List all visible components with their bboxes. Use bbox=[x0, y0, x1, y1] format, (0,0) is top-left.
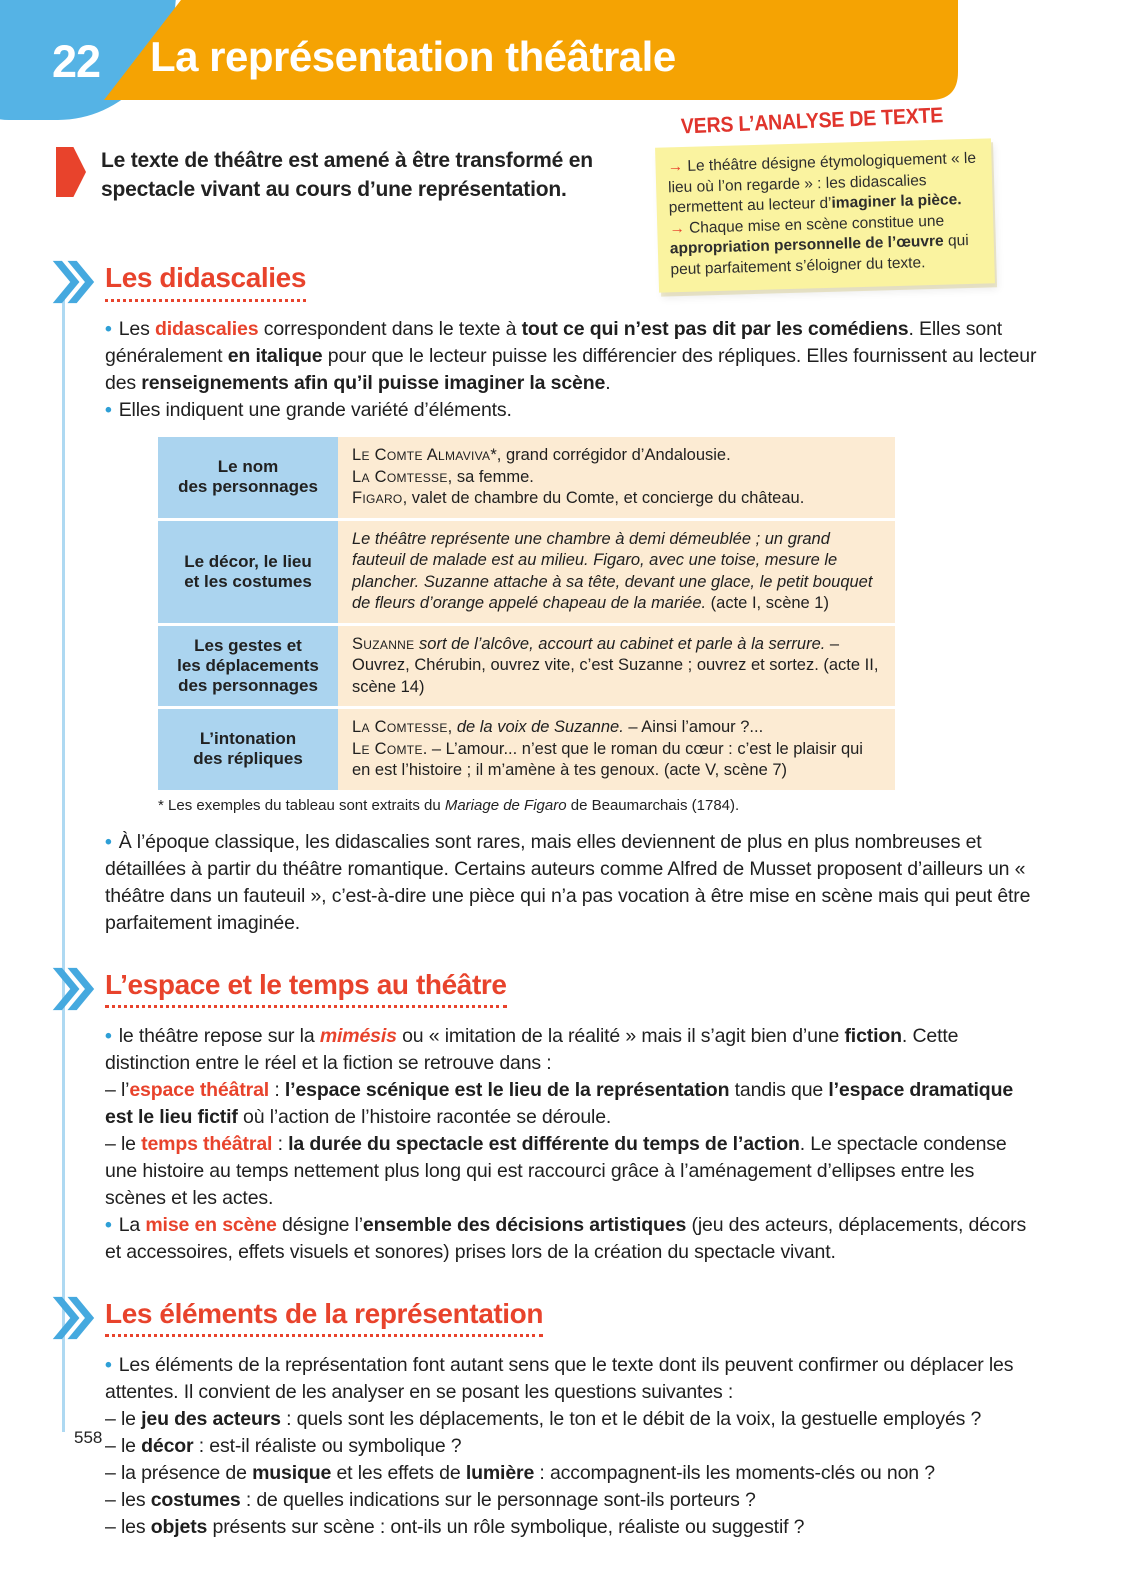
paragraph: – l’espace théâtral : l’espace scénique est le lieu de la représentation tandis que l’espace dramatique est le lieu fictif où l’action de l’histoire racontée se déroule. bbox=[105, 1078, 1014, 1128]
note-title: VERS L’ANALYSE DE TEXTE bbox=[680, 103, 944, 140]
table-row-content: Le Comte Almaviva*, grand corrégidor d’Andalousie. La Comtesse, sa femme. Figaro, valet de chambre du Comte, et concierge du château. bbox=[338, 437, 895, 518]
table-row-label: Le nom des personnages bbox=[158, 437, 338, 518]
table-footnote: * Les exemples du tableau sont extraits du Mariage de Figaro de Beaumarchais (1784). bbox=[158, 796, 740, 814]
paragraph: • Elles indiquent une grande variété d’éléments. bbox=[105, 399, 512, 421]
paragraph: – les costumes : de quelles indications sur le personnage sont-ils porteurs ? bbox=[105, 1488, 756, 1511]
note-item: → Chaque mise en scène constitue une appropriation personnelle de l’œuvre qui peut parfaitement s’éloigner du texte. bbox=[669, 212, 969, 278]
table-row-content: Le théâtre représente une chambre à demi démeublée ; un grand fauteuil de malade est au milieu. Figaro, avec une toise, mesure le plancher. Suzanne attache à sa tête, devant une glace, le petit bouquet de fleurs d’orange appelé chapeau de la mariée. (acte I, scène 1) bbox=[338, 521, 895, 623]
main-content bbox=[50, 258, 1042, 1569]
section-didascalies bbox=[50, 258, 1042, 937]
table-row-content: La Comtesse, de la voix de Suzanne. – Ainsi l’amour ?... Le Comte. – L’amour... n’est que le roman du cœur : c’est le plaisir qui en est l’histoire ; il m’amène à tes genoux. (acte V, scène 7) bbox=[338, 709, 895, 790]
section-title: Les éléments de la représentation bbox=[105, 1298, 543, 1337]
paragraph: • Les didascalies correspondent dans le texte à tout ce qui n’est pas dit par les comédiens. Elles sont généralement en italique pour que le lecteur puisse les différencier des répliques. Elles fournissent au lecteur des renseignements afin qu’il puisse imaginer la scène. bbox=[105, 318, 1037, 394]
bullet-dot: • bbox=[105, 1024, 112, 1047]
section-elements-representation bbox=[50, 1294, 1042, 1541]
chapter-number: 22 bbox=[52, 36, 101, 87]
section-espace-temps bbox=[50, 965, 1042, 1266]
paragraph: – la présence de musique et les effets de lumière : accompagnent-ils les moments-clés ou non ? bbox=[105, 1461, 935, 1484]
table-row bbox=[158, 437, 895, 518]
bullet-dot: • bbox=[105, 1213, 112, 1236]
paragraph: – le temps théâtral : la durée du spectacle est différente du temps de l’action. Le spectacle condense une histoire au temps nettement plus long qui est raccourci grâce à l’aménagement d’ellipses entre les scènes et les actes. bbox=[105, 1132, 1007, 1209]
section-title: L’espace et le temps au théâtre bbox=[105, 969, 507, 1008]
paragraph: – le jeu des acteurs : quels sont les déplacements, le ton et le débit de la voix, la gestuelle employés ? bbox=[105, 1407, 982, 1430]
bullet-dot: • bbox=[105, 399, 112, 421]
section-title: Les didascalies bbox=[105, 262, 306, 301]
paragraph: – le décor : est-il réaliste ou symbolique ? bbox=[105, 1434, 462, 1457]
paragraph: • À l’époque classique, les didascalies sont rares, mais elles deviennent de plus en plus nombreuses et détaillées à partir du théâtre romantique. Certains auteurs comme Alfred de Musset proposent d’ailleurs un « théâtre dans un fauteuil », c’est-à-dire une pièce qui n’a pas vocation à être mise en scène mais qui peut être parfaitement imaginée. bbox=[105, 830, 1031, 934]
analysis-note-box bbox=[655, 138, 995, 292]
paragraph: • Les éléments de la représentation font autant sens que le texte dont ils peuvent confirmer ou déplacer les attentes. Il convient de les analyser en se posant les questions suivantes : bbox=[105, 1353, 1014, 1403]
page-number: 558 bbox=[74, 1428, 103, 1447]
paragraph: • le théâtre repose sur la mimésis ou « imitation de la réalité » mais il s’agit bien d’une fiction. Cette distinction entre le réel et la fiction se retrouve dans : bbox=[105, 1024, 959, 1074]
section-header bbox=[50, 965, 1042, 1013]
table-row-label: Les gestes et les déplacements des personnages bbox=[158, 626, 338, 707]
double-chevron-icon bbox=[50, 965, 96, 1013]
paragraph: • La mise en scène désigne l’ensemble des décisions artistiques (jeu des acteurs, déplacements, décors et accessoires, effets visuels et sonores) prises lors de la création du spectacle vivant. bbox=[105, 1213, 1027, 1263]
didascalies-table bbox=[158, 437, 895, 790]
double-chevron-icon bbox=[50, 258, 96, 306]
table-row-content: Suzanne sort de l’alcôve, accourt au cabinet et parle à la serrure. – Ouvrez, Chérubin, ouvrez vite, c’est Suzanne ; ouvrez et sortez. (acte II, scène 14) bbox=[338, 626, 895, 707]
table-row bbox=[158, 709, 895, 790]
bullet-dot: • bbox=[105, 1353, 112, 1376]
table-row-label: L’intonation des répliques bbox=[158, 709, 338, 790]
table-row bbox=[158, 626, 895, 707]
double-chevron-icon bbox=[50, 1294, 96, 1342]
section-header bbox=[50, 1294, 1042, 1342]
paragraph: – les objets présents sur scène : ont-ils un rôle symbolique, réaliste ou suggestif ? bbox=[105, 1515, 805, 1538]
note-item: → Le théâtre désigne étymologiquement « le lieu où l’on regarde » : les didascalies permettent au lecteur d’imaginer la pièce. bbox=[667, 149, 977, 217]
bookmark-icon bbox=[56, 147, 86, 197]
chapter-title: La représentation théâtrale bbox=[150, 33, 676, 80]
bullet-dot: • bbox=[105, 318, 112, 340]
chapter-intro: Le texte de théâtre est amené à être transformé en spectacle vivant au cours d’une représentation. bbox=[101, 149, 593, 201]
table-row-label: Le décor, le lieu et les costumes bbox=[158, 521, 338, 623]
bullet-dot: • bbox=[105, 830, 112, 853]
table-row bbox=[158, 521, 895, 623]
